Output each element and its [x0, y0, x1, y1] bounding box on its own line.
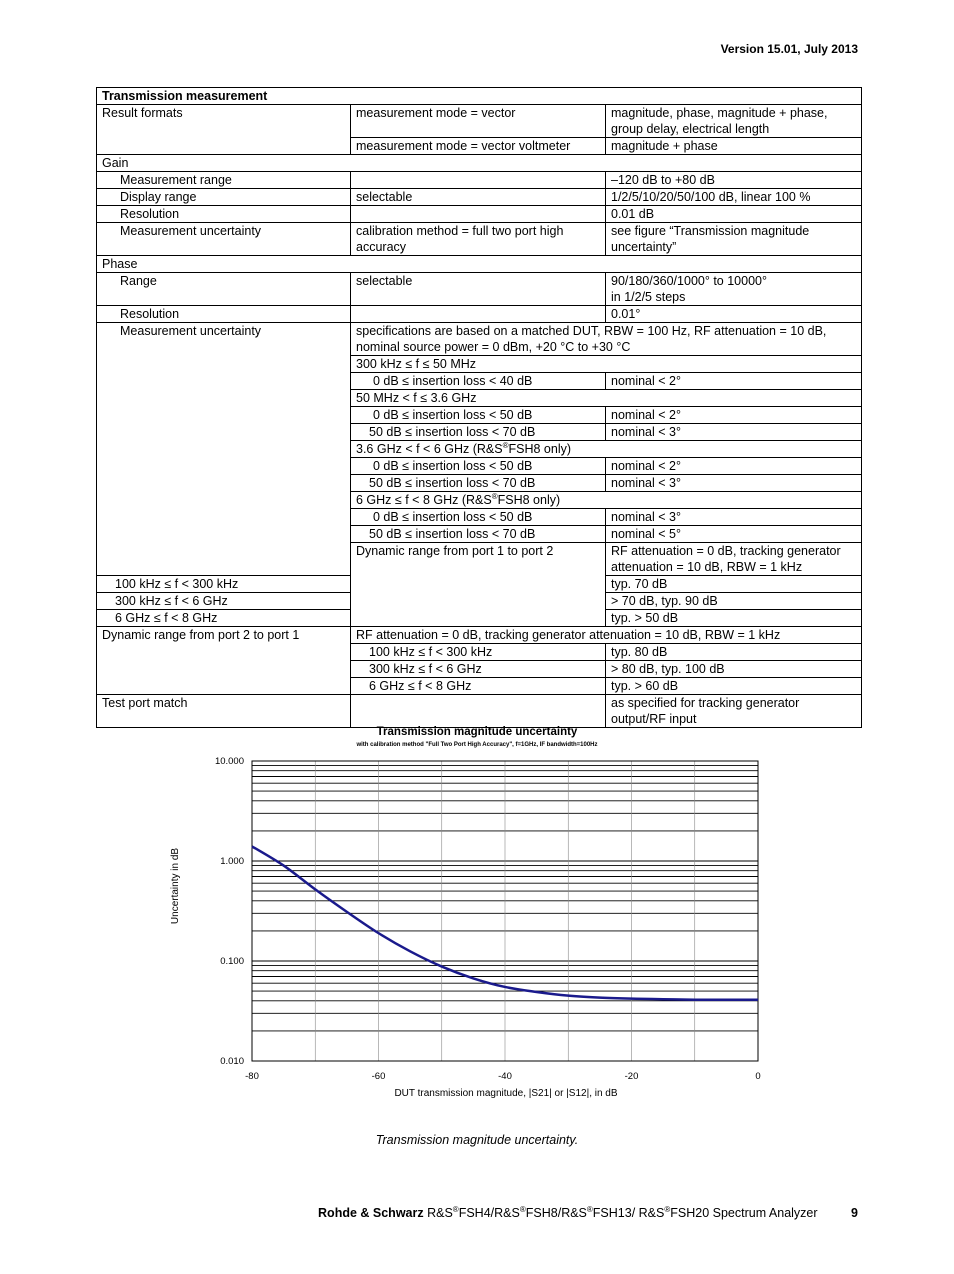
figure-caption: Transmission magnitude uncertainty.: [375, 1133, 579, 1147]
cell: 50 MHz < f ≤ 3.6 GHz: [351, 390, 862, 407]
row-label: Measurement range: [97, 172, 351, 189]
row-label: Dynamic range from port 1 to port 2: [351, 543, 606, 627]
row-label: Range: [97, 273, 351, 306]
cell: 0 dB ≤ insertion loss < 50 dB: [351, 458, 606, 475]
cell: magnitude, phase, magnitude + phase, group delay, electrical length: [606, 105, 862, 138]
cell-text: FSH8 only): [508, 442, 572, 456]
cell: selectable: [351, 273, 606, 306]
x-tick-label: -40: [498, 1071, 512, 1082]
cell: nominal < 2°: [606, 407, 862, 424]
cell: nominal < 3°: [606, 509, 862, 526]
cell: 6 GHz ≤ f < 8 GHz: [97, 610, 351, 627]
row-label: Display range: [97, 189, 351, 206]
cell: RF attenuation = 0 dB, tracking generator attenuation = 10 dB, RBW = 1 kHz: [351, 627, 862, 644]
footer-rs: R&S: [427, 1206, 453, 1220]
cell: 0.01°: [606, 306, 862, 323]
chart-subtitle: with calibration method "Full Two Port High Accuracy", f=1GHz, IF bandwidth=100Hz: [356, 742, 598, 748]
cell: > 70 dB, typ. 90 dB: [606, 593, 862, 610]
cell: specifications are based on a matched DUT, RBW = 100 Hz, RF attenuation = 10 dB, nominal source power = 0 dBm, +20 °C to +30 °C: [351, 323, 862, 356]
page-number: 9: [851, 1206, 858, 1220]
cell: 0 dB ≤ insertion loss < 40 dB: [351, 373, 606, 390]
y-tick-label: 1.000: [220, 856, 244, 867]
cell-text: 6 GHz ≤ f < 8 GHz (R&S: [356, 493, 492, 507]
cell: nominal < 3°: [606, 424, 862, 441]
cell: 0.01 dB: [606, 206, 862, 223]
y-tick-label: 0.100: [220, 956, 244, 967]
cell: > 80 dB, typ. 100 dB: [606, 661, 862, 678]
row-label: Resolution: [97, 206, 351, 223]
x-tick-label: -20: [624, 1071, 639, 1082]
cell: measurement mode = vector: [351, 105, 606, 138]
footer-model: FSH8/: [525, 1206, 562, 1220]
reg-mark: ®: [452, 1204, 459, 1214]
cell: RF attenuation = 0 dB, tracking generator attenuation = 10 dB, RBW = 1 kHz: [606, 543, 862, 576]
version-label: Version 15.01, July 2013: [720, 42, 858, 56]
chart-grid: [252, 761, 758, 1061]
cell-text: 3.6 GHz < f < 6 GHz (R&S: [356, 442, 503, 456]
x-axis-label: DUT transmission magnitude, |S21| or |S12|, in dB: [394, 1088, 618, 1099]
x-tick-label: -60: [371, 1071, 386, 1082]
x-tick-label: 0: [755, 1071, 761, 1082]
cell: 50 dB ≤ insertion loss < 70 dB: [351, 526, 606, 543]
cell: 1/2/5/10/20/50/100 dB, linear 100 %: [606, 189, 862, 206]
cell-line: in 1/2/5 steps: [611, 290, 686, 304]
cell: 0 dB ≤ insertion loss < 50 dB: [351, 407, 606, 424]
cell: measurement mode = vector voltmeter: [351, 138, 606, 155]
cell: nominal < 2°: [606, 373, 862, 390]
reg-mark: ®: [502, 440, 509, 450]
cell: 100 kHz ≤ f < 300 kHz: [351, 644, 606, 661]
row-label: Test port match: [97, 695, 351, 728]
cell: nominal < 2°: [606, 458, 862, 475]
footer-brand: Rohde & Schwarz: [318, 1206, 424, 1220]
row-label: Measurement uncertainty: [97, 323, 351, 576]
y-tick-label: 10.000: [214, 756, 244, 767]
footer-model: FSH4/: [458, 1206, 495, 1220]
table-title: Transmission measurement: [97, 88, 862, 105]
x-tick-label: -80: [245, 1071, 259, 1082]
chart-ticks: [215, 756, 761, 1082]
section-label: Gain: [97, 155, 862, 172]
reg-mark: ®: [664, 1204, 671, 1214]
cell: 6 GHz ≤ f < 8 GHz: [351, 678, 606, 695]
chart-title: Transmission magnitude uncertainty: [376, 726, 578, 738]
row-label: Measurement uncertainty: [97, 223, 351, 256]
cell-text: FSH8 only): [497, 493, 561, 507]
cell: nominal < 3°: [606, 475, 862, 492]
reg-mark: ®: [519, 1204, 526, 1214]
section-label: Phase: [97, 256, 862, 273]
cell: 50 dB ≤ insertion loss < 70 dB: [351, 475, 606, 492]
y-axis-label: Uncertainty in dB: [170, 847, 181, 925]
cell: calibration method = full two port high accuracy: [351, 223, 606, 256]
cell-line: 90/180/360/1000° to 10000°: [611, 274, 767, 288]
cell: 0 dB ≤ insertion loss < 50 dB: [351, 509, 606, 526]
reg-mark: ®: [491, 491, 498, 501]
footer-model: FSH13/: [592, 1206, 639, 1220]
cell: 100 kHz ≤ f < 300 kHz: [97, 576, 351, 593]
cell: as specified for tracking generator output/RF input: [606, 695, 862, 728]
cell: typ. > 50 dB: [606, 610, 862, 627]
cell: see figure “Transmission magnitude uncertainty”: [606, 223, 862, 256]
cell: typ. > 60 dB: [606, 678, 862, 695]
cell: 300 kHz ≤ f < 6 GHz: [97, 593, 351, 610]
row-label: Dynamic range from port 2 to port 1: [97, 627, 351, 695]
cell: magnitude + phase: [606, 138, 862, 155]
cell: 50 dB ≤ insertion loss < 70 dB: [351, 424, 606, 441]
cell: 300 kHz ≤ f ≤ 50 MHz: [351, 356, 862, 373]
cell: typ. 80 dB: [606, 644, 862, 661]
y-tick-label: 0.010: [220, 1056, 244, 1067]
row-label: Result formats: [97, 105, 351, 155]
cell: selectable: [351, 189, 606, 206]
footer-rs: R&S: [494, 1206, 520, 1220]
cell: 300 kHz ≤ f < 6 GHz: [351, 661, 606, 678]
footer-rs: R&S: [638, 1206, 665, 1220]
cell: typ. 70 dB: [606, 576, 862, 593]
page-footer: [318, 1206, 858, 1220]
cell: nominal < 5°: [606, 526, 862, 543]
footer-model: FSH20 Spectrum Analyzer: [670, 1206, 818, 1220]
cell: –120 dB to +80 dB: [606, 172, 862, 189]
reg-mark: ®: [586, 1204, 593, 1214]
footer-rs: R&S: [561, 1206, 587, 1220]
row-label: Resolution: [97, 306, 351, 323]
